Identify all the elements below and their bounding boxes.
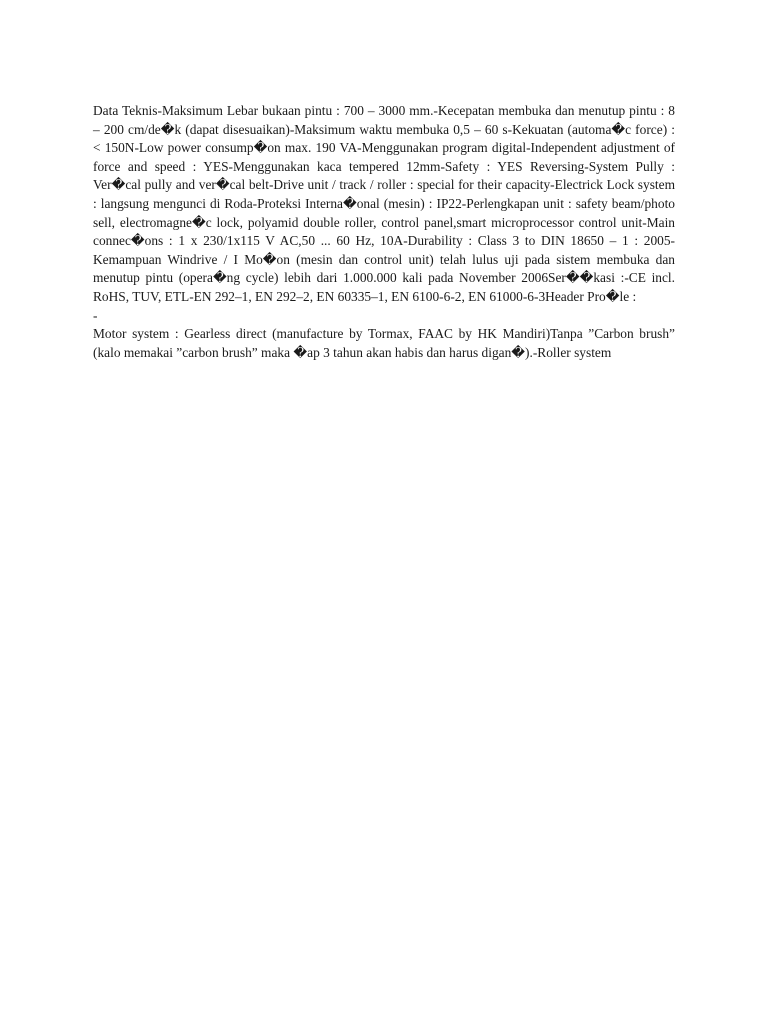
- paragraph-motor-system: Motor system : Gearless direct (manufacture by Tormax, FAAC by HK Mandiri)Tanpa ”Carbon brush” (kalo memakai ”carbon brush” maka �ap 3 tahun akan habis dan harus digan�).-Roller system: [93, 326, 675, 360]
- paragraph-technical-data: Data Teknis-Maksimum Lebar bukaan pintu : 700 – 3000 mm.-Kecepatan membuka dan menutup pintu : 8 – 200 cm/de�k (dapat disesuaikan)-Maksimum waktu membuka 0,5 – 60 s-Kekuatan (automa�c force) : < 150N-Low power consump�on max. 190 VA-Menggunakan program digital-Independent adjustment of force and speed : YES-Menggunakan kaca tempered 12mm-Safety : YES Reversing-System Pully : Ver�cal pully and ver�cal belt-Drive unit / track / roller : special for their capacity-Electrick Lock system : langsung mengunci di Roda-Proteksi Interna�onal (mesin) : IP22-Perlengkapan unit : safety beam/photo sell, electromagne�c lock, polyamid double roller, control panel,smart microprocessor control unit-Main connec�ons : 1 x 230/1x115 V AC,50 ... 60 Hz, 10A-Durability : Class 3 to DIN 18650 – 1 : 2005-Kemampuan Windrive / I Mo�on (mesin dan control unit) telah lulus uji pada sistem membuka dan menutup pintu (opera�ng cycle) lebih dari 1.000.000 kali pada November 2006Ser��kasi :-CE incl. RoHS, TUV, ETL-EN 292–1, EN 292–2, EN 60335–1, EN 6100-6-2, EN 61000-6-3Header Pro�le :: [93, 103, 675, 304]
- paragraph-separator: -: [93, 307, 98, 323]
- document-body: [93, 102, 675, 362]
